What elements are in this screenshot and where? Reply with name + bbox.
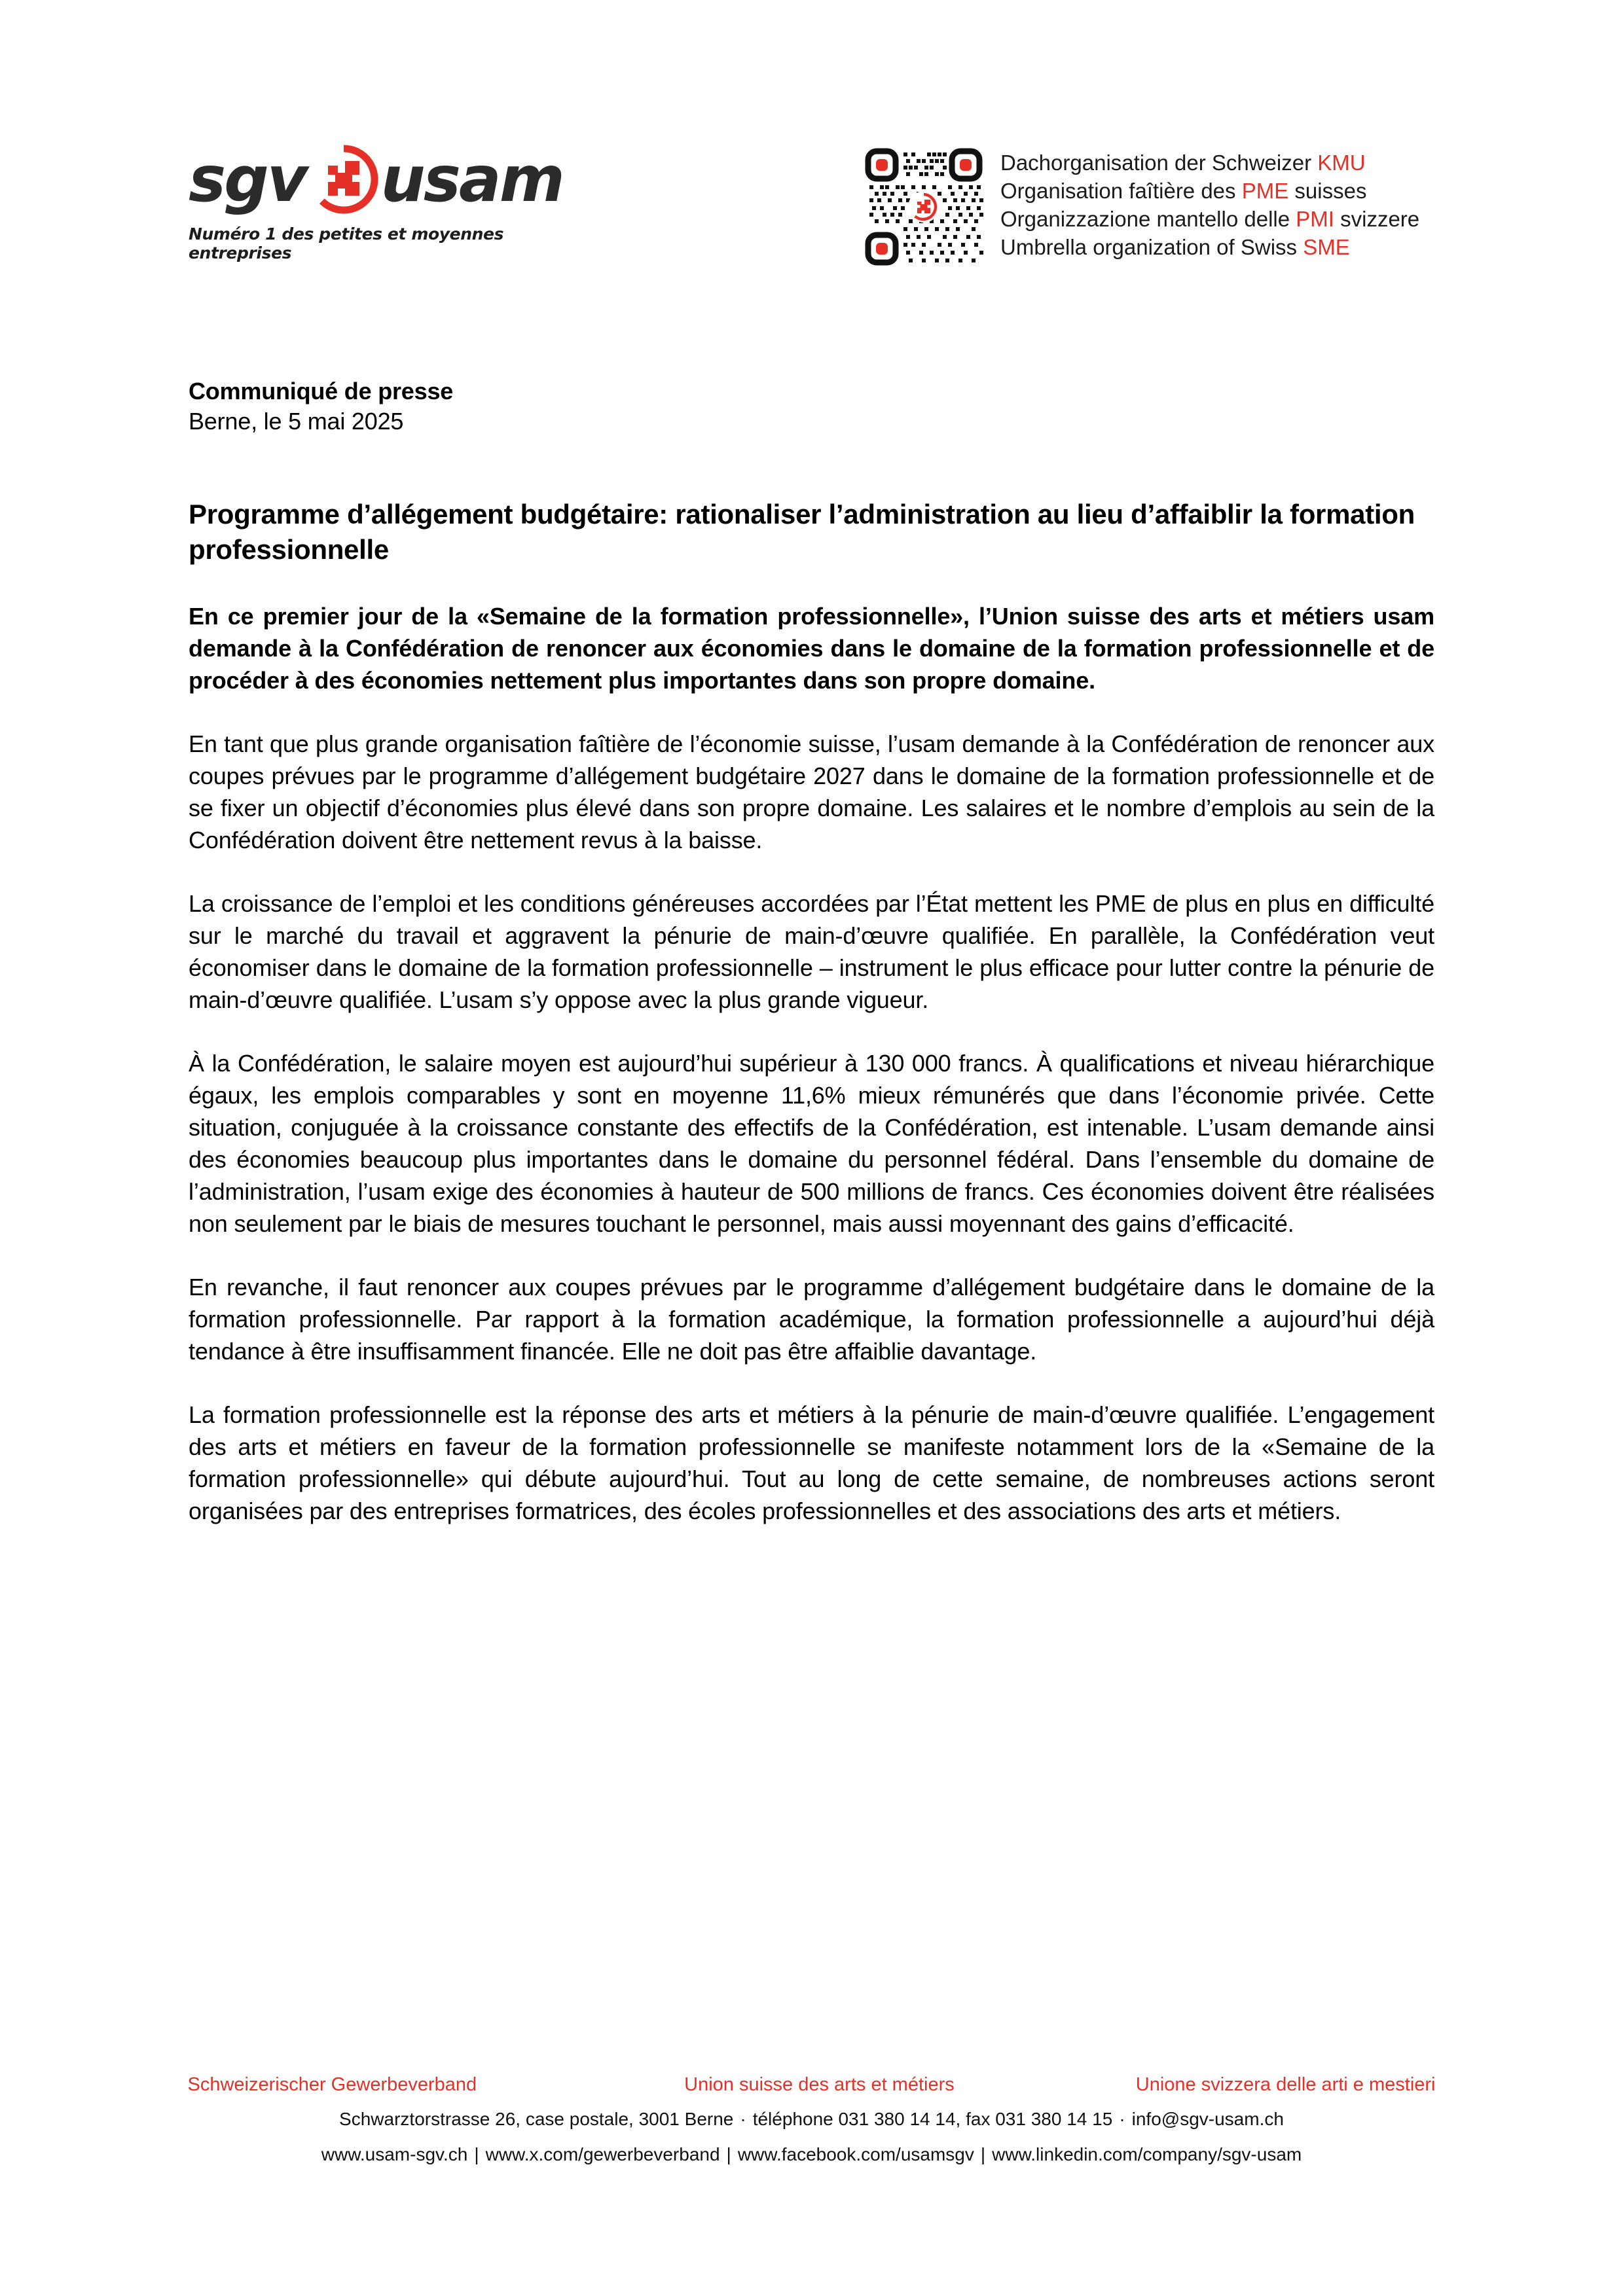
logo-wordmark-row — [189, 141, 608, 218]
footer-separator-1: · — [740, 2109, 746, 2129]
footer-link-separator-3: | — [980, 2144, 986, 2164]
brand-acronym-pmi: PMI — [1296, 207, 1334, 231]
brand-tagline-de — [1000, 149, 1419, 177]
page-footer — [0, 2072, 1623, 2168]
footer-links-line — [0, 2142, 1623, 2168]
footer-phone: téléphone 031 380 14 14, fax 031 380 14 15 — [752, 2109, 1113, 2129]
footer-separator-2: · — [1119, 2109, 1125, 2129]
brand-tagline-it-after: svizzere — [1334, 207, 1420, 231]
footer-org-de: Schweizerischer Gewerbeverband — [187, 2074, 477, 2095]
logo-word-sgv: sgv — [189, 143, 306, 216]
footer-org-it: Unione svizzera delle arti e mestieri — [1135, 2074, 1436, 2095]
body-paragraph-4: En revanche, il faut renoncer aux coupes prévues par le programme d’allégement budgétaire dans le domaine de la formation professionnelle. Par rapport à la formation académique, la formation professionnelle a aujourd’hui déjà tendance à être insuffisamment financée. Elle ne doit pas être affaiblie davantage. — [189, 1274, 1434, 1365]
document-type-label: Communiqué de presse — [189, 378, 454, 404]
body-paragraph-5: La formation professionnelle est la réponse des arts et métiers à la pénurie de main-d’œuvre qualifiée. L’engagement des arts et métiers en faveur de la formation professionnelle se manifeste notamment lors de la «Semaine de la formation professionnelle» qui débute aujourd’hui. Tout au long de cette semaine, de nombreuses actions seront organisées par des entreprises formatrices, des écoles professionnelles et des associations des arts et métiers. — [189, 1401, 1434, 1524]
page-header — [0, 141, 1623, 285]
brand-tagline-en-text: Umbrella organization of Swiss — [1000, 235, 1304, 259]
brand-tagline-fr-after: suisses — [1288, 179, 1367, 203]
footer-contact-line — [0, 2106, 1623, 2132]
brand-identity-block — [863, 146, 1419, 268]
footer-link-website[interactable]: www.usam-sgv.ch — [321, 2144, 468, 2164]
footer-address: Schwarztorstrasse 26, case postale, 3001 Berne — [339, 2109, 734, 2129]
brand-acronym-pme: PME — [1241, 179, 1289, 203]
brand-tagline-de-text: Dachorganisation der Schweizer — [1000, 151, 1318, 175]
brand-tagline-fr — [1000, 177, 1419, 205]
body-paragraph-3: À la Confédération, le salaire moyen est aujourd’hui supérieur à 130 000 francs. À qualifications et niveau hiérarchique égaux, les emplois comparables y sont en moyenne 11,6% mieux rémunérés que dans l’économie privée. Cette situation, conjuguée à la croissance constante des effectifs de la Confédération, est intenable. L’usam demande ainsi des économies beaucoup plus importantes dans le domaine du personnel fédéral. Dans l’ensemble du domaine de l’administration, l’usam exige des économies à hauteur de 500 millions de francs. Ces économies doivent être réalisées non seulement par le biais de mesures touchant le personnel, mais aussi moyennant des gains d’efficacité. — [189, 1050, 1434, 1237]
brand-tagline-list — [1000, 146, 1419, 261]
lead-paragraph: En ce premier jour de la «Semaine de la formation professionnelle», l’Union suisse des arts et métiers usam demande à la Confédération de renoncer aux économies dans le domaine de la formation professionnelle et de procéder à des économies nettement plus importantes dans son propre domaine. — [189, 603, 1434, 694]
footer-link-separator-2: | — [726, 2144, 731, 2164]
body-paragraph-2: La croissance de l’emploi et les conditions généreuses accordées par l’État mettent les PME de plus en plus en difficulté sur le marché du travail et aggravent la pénurie de main-d’œuvre qualifiée. En parallèle, la Confédération veut économiser dans le domaine de la formation professionnelle – instrument le plus efficace pour lutter contre la pénurie de main-d’œuvre qualifiée. L’usam s’y oppose avec la plus grande vigueur. — [189, 890, 1434, 1013]
page-title: Programme d’allégement budgétaire: rationaliser l’administration au lieu d’affaiblir la formation professionnelle — [189, 499, 1415, 565]
sgv-usam-logo — [189, 141, 608, 262]
footer-org-fr: Union suisse des arts et métiers — [684, 2074, 955, 2095]
footer-link-linkedin[interactable]: www.linkedin.com/company/sgv-usam — [992, 2144, 1302, 2164]
brand-acronym-sme: SME — [1303, 235, 1350, 259]
footer-link-x[interactable]: www.x.com/gewerbeverband — [485, 2144, 720, 2164]
brand-tagline-en — [1000, 233, 1419, 261]
footer-link-separator-1: | — [474, 2144, 479, 2164]
sgv-usam-cross-emblem-icon — [308, 144, 379, 215]
brand-acronym-kmu: KMU — [1317, 151, 1366, 175]
footer-link-facebook[interactable]: www.facebook.com/usamsgv — [737, 2144, 974, 2164]
place-and-date: Berne, le 5 mai 2025 — [189, 408, 404, 435]
logo-tagline: Numéro 1 des petites et moyennes entreprises — [189, 224, 504, 262]
document-body — [189, 376, 1434, 1551]
brand-tagline-it-text: Organizzazione mantello delle — [1000, 207, 1296, 231]
logo-word-usam: usam — [380, 143, 563, 216]
footer-organization-names — [188, 2072, 1436, 2097]
brand-tagline-it — [1000, 205, 1419, 233]
qr-code-icon[interactable] — [863, 146, 985, 268]
footer-email[interactable]: info@sgv-usam.ch — [1131, 2109, 1284, 2129]
body-paragraph-1: En tant que plus grande organisation faîtière de l’économie suisse, l’usam demande à la Confédération de renoncer aux coupes prévues par le programme d’allégement budgétaire 2027 dans le domaine de la formation professionnelle et de se fixer un objectif d’économies plus élevé dans son propre domaine. Les salaires et le nombre d’emplois au sein de la Confédération doivent être nettement revus à la baisse. — [189, 730, 1434, 853]
brand-tagline-fr-text: Organisation faîtière des — [1000, 179, 1242, 203]
